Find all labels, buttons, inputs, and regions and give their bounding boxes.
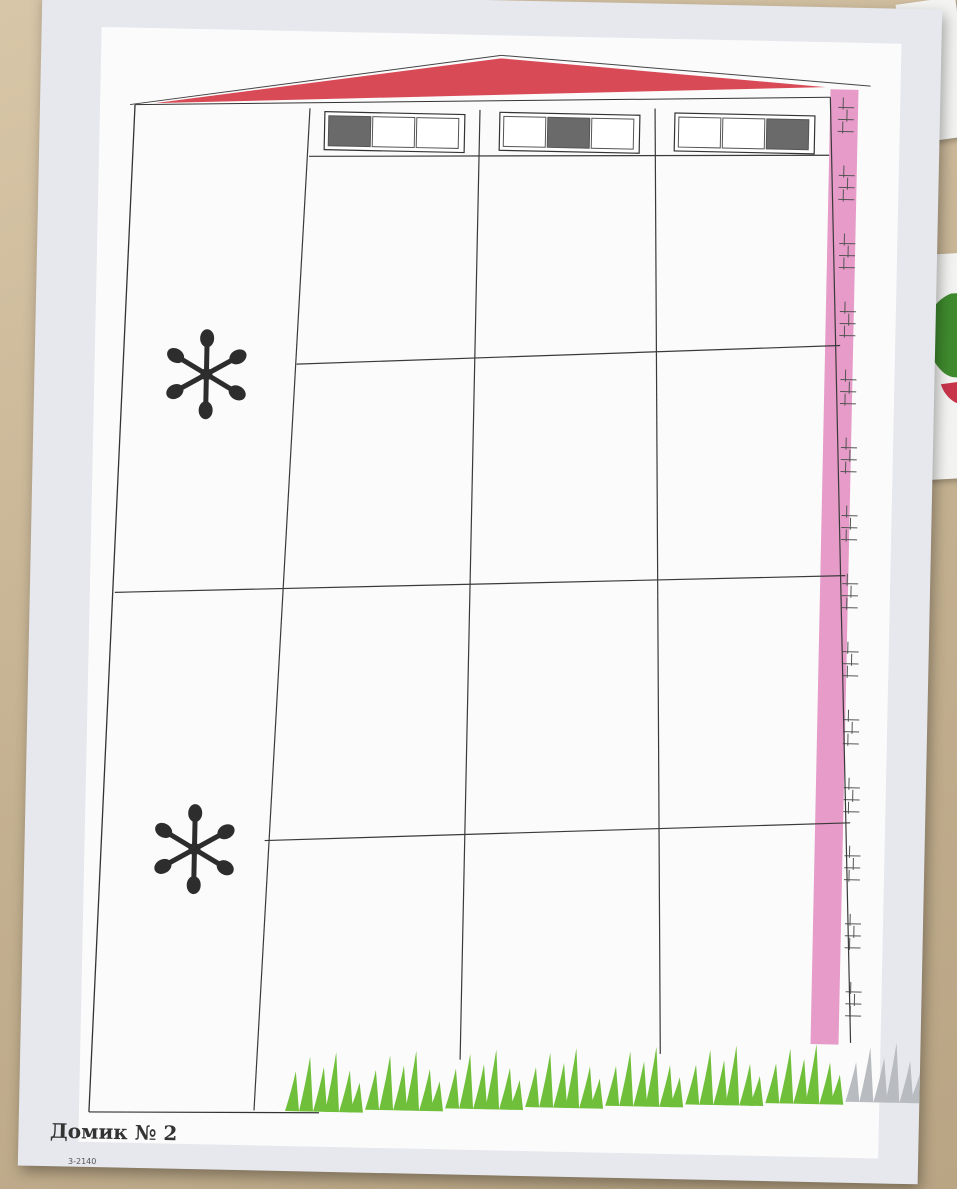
- window-lit: [766, 119, 809, 150]
- window-lit: [547, 117, 590, 148]
- house-worksheet: [18, 0, 942, 1184]
- house-drawing: [18, 0, 942, 1184]
- sheet-code: 3-2140: [68, 1157, 97, 1166]
- window-empty: [372, 117, 415, 148]
- window-empty: [591, 118, 634, 149]
- window-boxes: [324, 106, 815, 160]
- window-empty: [722, 118, 765, 149]
- window-empty: [678, 117, 721, 148]
- window-lit: [328, 116, 371, 147]
- paper-page: [78, 27, 901, 1159]
- window-empty: [503, 116, 546, 147]
- sheet-caption: Домик № 2: [49, 1118, 178, 1146]
- window-empty: [416, 118, 459, 149]
